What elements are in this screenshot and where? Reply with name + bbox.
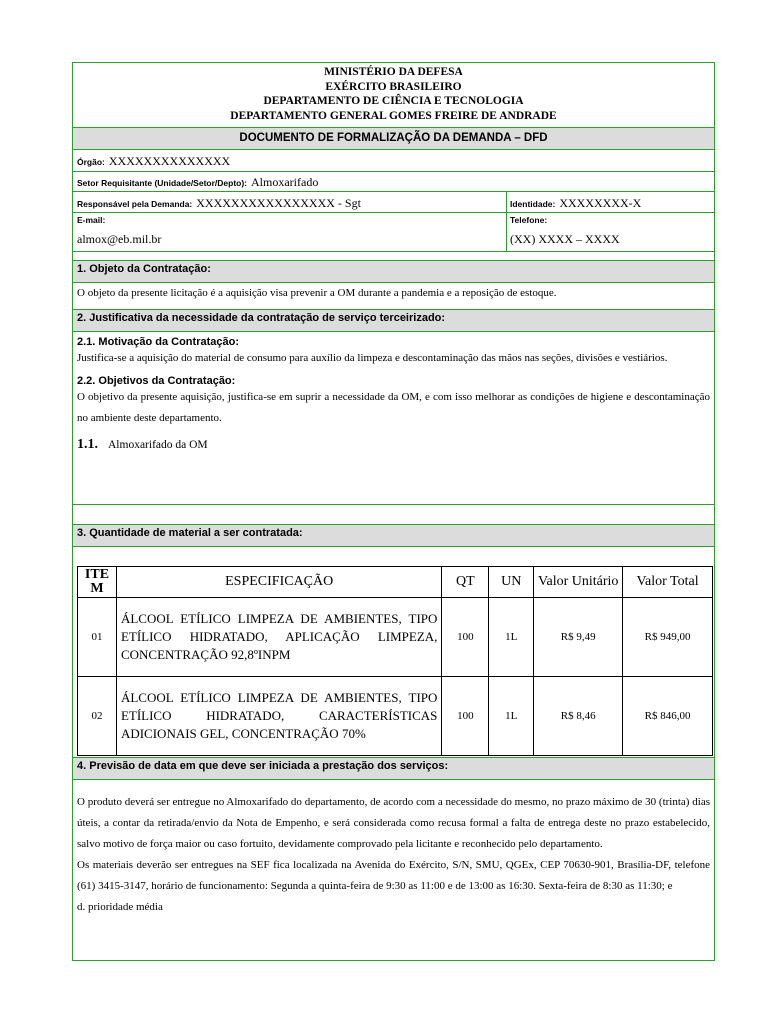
table-row: [78, 598, 713, 677]
items-table-header: [78, 567, 713, 598]
identidade-value: XXXXXXXX-X: [559, 196, 642, 210]
col-qt: QT: [442, 567, 489, 598]
row2-spec: ÁLCOOL ETÍLICO LIMPEZA DE AMBIENTES, TIPO ETÍLICO HIDRATADO, CARACTERÍSTICAS ADICIONAIS GEL, CONCENTRAÇÃO 70%: [116, 677, 441, 756]
email-value: almox@eb.mil.br: [77, 232, 162, 246]
section2-item-text: Almoxarifado da OM: [108, 439, 208, 451]
orgao-row: [73, 149, 714, 171]
document-header: [73, 63, 714, 127]
section4-body: [73, 779, 714, 960]
section2-2-title: 2.2. Objetivos da Contratação:: [77, 375, 236, 387]
section1-text: O objeto da presente licitação é a aquisição visa prevenir a OM durante a pandemia e a reposição de estoque.: [77, 287, 557, 299]
row1-spec: ÁLCOOL ETÍLICO LIMPEZA DE AMBIENTES, TIPO ETÍLICO HIDRATADO, APLICAÇÃO LIMPEZA, CONCENTRAÇÃO 92,8ºINPM: [116, 598, 441, 677]
row1-unit: R$ 9,49: [534, 598, 623, 677]
setor-row: [73, 171, 714, 191]
col-unit: Valor Unitário: [534, 567, 623, 598]
table-row: [78, 677, 713, 756]
section4-para1: O produto deverá ser entregue no Almoxarifado do departamento, de acordo com a necessidade do mesmo, no prazo máximo de 30 (trinta) dias úteis, a contar da retirada/envio da Nota de Empenho, e será considerada como recusa formal a falta de entrega deste no prazo estabelecido, salvo motivo de força maior ou caso fortuito, devidamente comprovado pela licitante e reconhecido pelo departamento.: [77, 796, 710, 850]
row2-item: 02: [78, 677, 117, 756]
responsavel-label: Responsável pela Demanda:: [77, 199, 193, 209]
identidade-label: Identidade:: [510, 199, 556, 209]
dfd-document: [72, 62, 715, 961]
col-total: Valor Total: [623, 567, 713, 598]
row2-unit: R$ 8,46: [534, 677, 623, 756]
section1-title: 1. Objeto da Contratação:: [77, 263, 211, 275]
row1-item: 01: [78, 598, 117, 677]
row2-total: R$ 846,00: [623, 677, 713, 756]
row1-un: 1L: [489, 598, 534, 677]
section2-header: [73, 309, 714, 331]
section1-header: [73, 260, 714, 282]
row2-qt: 100: [442, 677, 489, 756]
col-spec: ESPECIFICAÇÃO: [116, 567, 441, 598]
header-line-army: EXÉRCITO BRASILEIRO: [325, 80, 462, 93]
responsavel-value: XXXXXXXXXXXXXXXX - Sgt: [196, 196, 361, 210]
section3-title: 3. Quantidade de material a ser contratada:: [77, 527, 303, 539]
section4-header: [73, 757, 714, 779]
row1-total: R$ 949,00: [623, 598, 713, 677]
items-table: [77, 566, 713, 756]
section4-para3: d. prioridade média: [77, 901, 163, 913]
email-label: E-mail:: [77, 215, 106, 225]
section1-body: [73, 282, 714, 309]
section2-2-text: O objetivo da presente aquisição, justifica-se em suprir a necessidade da OM, e com isso melhorar as condições de higiene e descontaminação no ambiente deste departamento.: [77, 391, 710, 424]
section4-title: 4. Previsão de data em que deve ser iniciada a prestação dos serviços:: [77, 760, 449, 772]
section2-1-text: Justifica-se a aquisição do material de consumo para auxílio da limpeza e descontaminação das mãos nas seções, divisões e vestiários.: [77, 352, 668, 364]
orgao-label: Órgão:: [77, 157, 105, 167]
header-line-department: DEPARTAMENTO GENERAL GOMES FREIRE DE ANDRADE: [230, 109, 557, 122]
header-line-ministry: MINISTÉRIO DA DEFESA: [324, 66, 463, 78]
section2-item: [77, 435, 710, 453]
telefone-value: (XX) XXXX – XXXX: [510, 232, 620, 246]
section2-body: [73, 331, 714, 504]
row1-qt: 100: [442, 598, 489, 677]
section2-1-title: 2.1. Motivação da Contratação:: [77, 336, 239, 348]
section2-item-number: 1.1.: [77, 437, 98, 452]
header-line-dct: DEPARTAMENTO DE CIÊNCIA E TECNOLOGIA: [263, 95, 524, 107]
orgao-value: XXXXXXXXXXXXXX: [108, 154, 231, 168]
setor-value: Almoxarifado: [251, 175, 319, 189]
telefone-label: Telefone:: [510, 215, 548, 225]
col-un: UN: [489, 567, 534, 598]
section4-para2: Os materiais deverão ser entregues na SEF fica localizada na Avenida do Exército, S/N, SMU, QGEx, CEP 70630-901, Brasília-DF, telefone (61) 3415-3147, horário de funcionamento: Segunda a quinta-feira de 9:30 as 11:00 e de 13:00 as 16:30. Sexta-feira de 8:30 as 11:30; e: [77, 859, 710, 892]
responsavel-row: [73, 191, 714, 212]
doc-title-bar: [73, 127, 714, 149]
col-item: ITE M: [78, 567, 117, 598]
section3-header: [73, 524, 714, 546]
section2-title: 2. Justificativa da necessidade da contratação de serviço terceirizado:: [77, 312, 446, 324]
setor-label: Setor Requisitante (Unidade/Setor/Depto):: [77, 178, 248, 188]
row2-un: 1L: [489, 677, 534, 756]
contact-row: [73, 212, 714, 251]
doc-title: DOCUMENTO DE FORMALIZAÇÃO DA DEMANDA – DFD: [239, 132, 548, 144]
